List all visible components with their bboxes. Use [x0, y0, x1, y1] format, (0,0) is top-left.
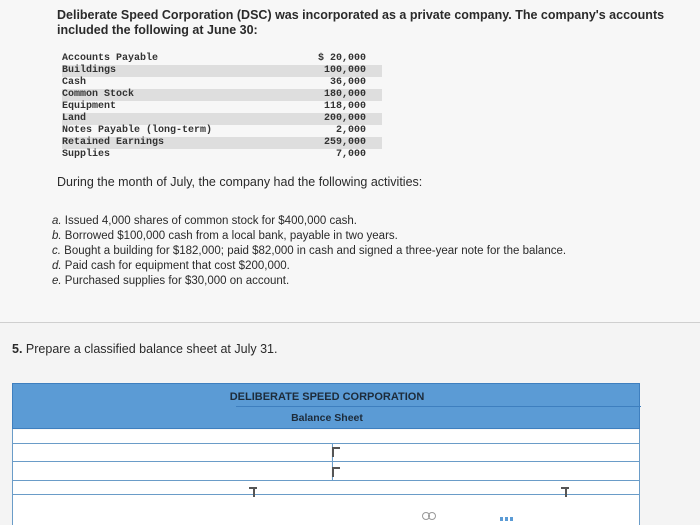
- balance-sheet-cell[interactable]: [13, 430, 639, 443]
- balance-sheet-cell[interactable]: [13, 462, 331, 480]
- account-row: [62, 125, 382, 137]
- account-name: Equipment: [62, 101, 117, 112]
- account-row: [62, 101, 382, 113]
- account-row: [62, 137, 382, 149]
- activity-item: [52, 229, 692, 244]
- account-amount: 36,000: [329, 77, 366, 88]
- table-border-left: [12, 429, 13, 525]
- question-number: 5.: [12, 342, 23, 356]
- account-row: [62, 77, 382, 89]
- account-name: Buildings: [62, 65, 117, 76]
- account-amount: 100,000: [323, 65, 366, 76]
- activity-text: Issued 4,000 shares of common stock for $400,000 cash.: [64, 215, 357, 227]
- balance-sheet-cell[interactable]: [333, 444, 639, 461]
- account-name: Cash: [62, 77, 87, 88]
- account-amount: 7,000: [335, 149, 366, 160]
- activities-intro: During the month of July, the company had the following activities:: [57, 175, 423, 189]
- balance-sheet-cell[interactable]: [13, 444, 331, 461]
- header-divider: [236, 406, 641, 407]
- account-row: [62, 149, 382, 161]
- account-row: [62, 89, 382, 101]
- cell-marker: [332, 447, 340, 449]
- activity-item: [52, 259, 692, 274]
- question-text: Prepare a classified balance sheet at July 31.: [25, 342, 278, 356]
- account-row: [62, 53, 382, 65]
- activity-letter: b.: [52, 230, 62, 242]
- account-name: Notes Payable (long-term): [62, 125, 213, 136]
- sheet-title: Balance Sheet: [291, 412, 363, 424]
- table-border-right: [639, 429, 640, 525]
- company-name: DELIBERATE SPEED CORPORATION: [229, 391, 425, 403]
- cell-marker: [561, 487, 569, 489]
- cell-marker: [332, 467, 340, 469]
- activity-letter: e.: [52, 275, 62, 287]
- activity-item: [52, 274, 692, 289]
- balance-sheet-table: [12, 383, 640, 525]
- account-name: Supplies: [62, 149, 111, 160]
- account-amount: 180,000: [323, 89, 366, 100]
- account-row: [62, 65, 382, 77]
- activity-text: Borrowed $100,000 cash from a local bank, payable in two years.: [64, 230, 398, 242]
- activity-text: Bought a building for $182,000; paid $82,000 in cash and signed a three-year note for the balance.: [64, 245, 567, 257]
- activity-letter: d.: [52, 260, 62, 272]
- account-amount: 200,000: [323, 113, 366, 124]
- more-dots-icon[interactable]: [500, 514, 516, 524]
- balance-sheet-header: [12, 383, 640, 429]
- problem-intro: Deliberate Speed Corporation (DSC) was incorporated as a private company. The company's accounts included the following at June 30:: [57, 8, 665, 37]
- account-amount: 118,000: [323, 101, 366, 112]
- activity-item: [52, 244, 692, 259]
- balance-sheet-cell[interactable]: [333, 462, 639, 480]
- activity-text: Purchased supplies for $30,000 on account.: [64, 275, 290, 287]
- activity-letter: a.: [52, 215, 62, 227]
- cell-marker: [249, 487, 257, 489]
- accounts-list: [62, 53, 382, 161]
- activity-item: [52, 214, 692, 229]
- account-name: Common Stock: [62, 89, 135, 100]
- activities-list: [52, 214, 692, 289]
- question-prompt: [12, 342, 277, 356]
- account-amount: $ 20,000: [317, 53, 366, 64]
- activity-text: Paid cash for equipment that cost $200,000.: [64, 260, 290, 272]
- account-amount: 2,000: [335, 125, 366, 136]
- account-name: Accounts Payable: [62, 53, 159, 64]
- account-name: Land: [62, 113, 87, 124]
- account-name: Retained Earnings: [62, 137, 165, 148]
- account-amount: 259,000: [323, 137, 366, 148]
- balance-sheet-cell[interactable]: [13, 481, 639, 494]
- activity-letter: c.: [52, 245, 61, 257]
- link-icon[interactable]: [422, 512, 436, 523]
- account-row: [62, 113, 382, 125]
- balance-sheet-cell[interactable]: [13, 495, 639, 525]
